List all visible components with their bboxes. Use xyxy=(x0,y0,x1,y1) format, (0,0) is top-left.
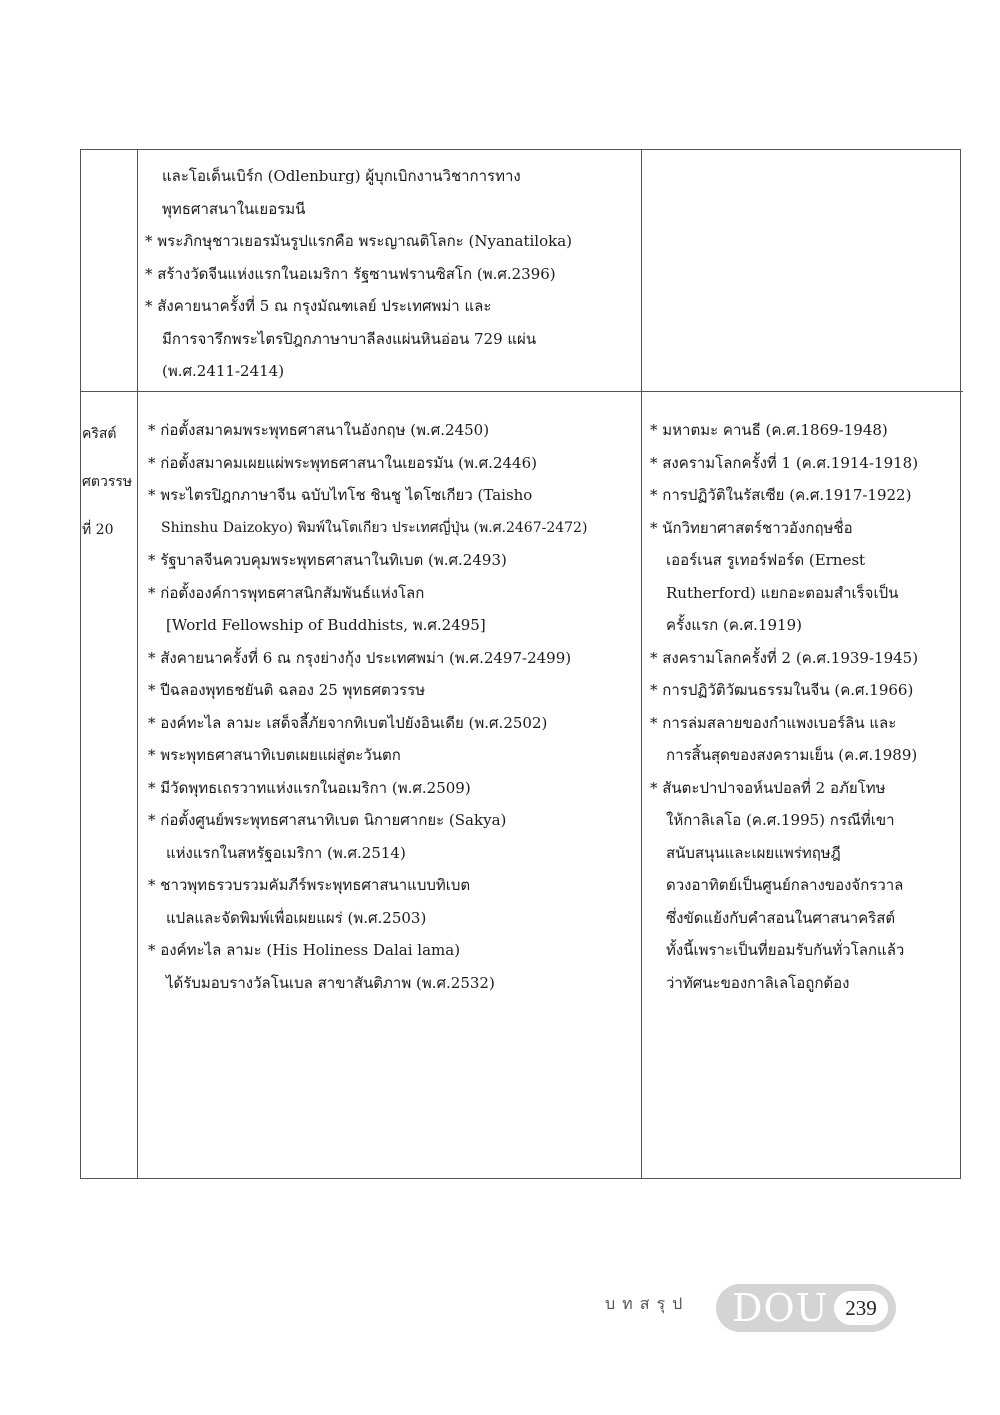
event-line: * พระพุทธศาสนาทิเบตเผยแผ่สู่ตะวันตก xyxy=(148,746,401,764)
event-line: มีการจารึกพระไตรปิฎกภาษาบาลีลงแผ่นหินอ่อน 729 แผ่น xyxy=(162,329,537,348)
world-event-line: * นักวิทยาศาสตร์ชาวอังกฤษชื่อ xyxy=(650,518,853,537)
world-event-line: ซึ่งขัดแย้งกับคำสอนในศาสนาคริสต์ xyxy=(666,908,896,927)
event-line: ได้รับมอบรางวัลโนเบล สาขาสันติภาพ (พ.ศ.2532) xyxy=(166,973,495,992)
period-line: ที่ 20 xyxy=(82,522,114,538)
world-event-line: * การปฏิวัติในรัสเซีย (ค.ศ.1917-1922) xyxy=(650,486,912,504)
event-line: * ปีฉลองพุทธชยันติ ฉลอง 25 พุทธศตวรรษ xyxy=(148,681,426,699)
row2-events-cell xyxy=(148,414,587,999)
world-event-line: ทั้งนี้เพราะเป็นที่ยอมรับกันทั่วโลกแล้ว xyxy=(666,941,905,959)
world-event-line: ว่าทัศนะของกาลิเลโอถูกต้อง xyxy=(666,973,850,992)
event-line: * องค์ทะไล ลามะ (His Holiness Dalai lama) xyxy=(148,941,461,959)
period-cell xyxy=(82,410,132,554)
event-line: * องค์ทะไล ลามะ เสด็จลี้ภัยจากทิเบตไปยังอินเดีย (พ.ศ.2502) xyxy=(148,713,548,732)
world-event-line: ให้กาลิเลโอ (ค.ศ.1995) กรณีที่เขา xyxy=(666,811,895,829)
world-event-line: เออร์เนส รูเทอร์ฟอร์ด (Ernest xyxy=(666,551,866,569)
dou-logo xyxy=(716,1284,896,1332)
row1-events-cell xyxy=(145,160,572,388)
logo-text: DOU xyxy=(732,1286,829,1330)
period-line: ศตวรรษ xyxy=(82,474,133,490)
event-line: และโอเด็นเบิร์ก (Odlenburg) ผู้บุกเบิกงานวิชาการทาง xyxy=(162,167,521,185)
world-event-line: * การล่มสลายของกำแพงเบอร์ลิน และ xyxy=(650,713,897,732)
row-divider xyxy=(80,391,963,392)
event-line: * พระภิกษุชาวเยอรมันรูปแรกคือ พระญาณติโลกะ (Nyanatiloka) xyxy=(145,232,573,250)
world-event-line: * สันตะปาปาจอห์นปอลที่ 2 อภัยโทษ xyxy=(650,778,886,797)
column-divider-1 xyxy=(137,149,138,1179)
section-label: บทสรุป xyxy=(605,1294,690,1313)
event-line: * สังคายนาครั้งที่ 6 ณ กรุงย่างกุ้ง ประเทศพม่า (พ.ศ.2497-2499) xyxy=(148,648,572,667)
event-line: แปลและจัดพิมพ์เพื่อเผยแผร่ (พ.ศ.2503) xyxy=(166,908,427,927)
event-line: * สังคายนาครั้งที่ 5 ณ กรุงมัณฑเลย์ ประเทศพม่า และ xyxy=(145,297,492,315)
event-line: * ก่อตั้งสมาคมเผยแผ่พระพุทธศาสนาในเยอรมัน (พ.ศ.2446) xyxy=(148,453,537,472)
event-line: พุทธศาสนาในเยอรมนี xyxy=(162,199,306,218)
event-line: Shinshu Daizokyo) พิมพ์ในโตเกียว ประเทศญี่ปุ่น (พ.ศ.2467-2472) xyxy=(161,519,588,536)
event-line: * ชาวพุทธรวบรวมคัมภีร์พระพุทธศาสนาแบบทิเบต xyxy=(148,876,471,894)
table-top-border xyxy=(80,149,961,150)
world-event-line: * มหาตมะ คานธี (ค.ศ.1869-1948) xyxy=(650,421,888,439)
event-line: * สร้างวัดจีนแห่งแรกในอเมริกา รัฐซานฟรานซิสโก (พ.ศ.2396) xyxy=(145,264,556,283)
world-event-line: * การปฏิวัติวัฒนธรรมในจีน (ค.ศ.1966) xyxy=(650,681,914,699)
world-event-line: การสิ้นสุดของสงครามเย็น (ค.ศ.1989) xyxy=(666,746,918,764)
column-divider-2 xyxy=(641,149,642,1179)
page-number: 239 xyxy=(834,1291,888,1325)
event-line: แห่งแรกในสหรัฐอเมริกา (พ.ศ.2514) xyxy=(166,843,406,862)
world-event-line: * สงครามโลกครั้งที่ 1 (ค.ศ.1914-1918) xyxy=(650,453,919,472)
world-event-line: ดวงอาทิตย์เป็นศูนย์กลางของจักรวาล xyxy=(666,876,904,894)
event-line: * ก่อตั้งสมาคมพระพุทธศาสนาในอังกฤษ (พ.ศ.2450) xyxy=(148,421,490,439)
world-events-cell xyxy=(650,414,918,999)
event-line: * รัฐบาลจีนควบคุมพระพุทธศาสนาในทิเบต (พ.ศ.2493) xyxy=(148,551,507,569)
world-event-line: ครั้งแรก (ค.ศ.1919) xyxy=(666,616,802,634)
event-line: * พระไตรปิฎกภาษาจีน ฉบับไทโช ชินชู ไดโซเกียว (Taisho xyxy=(148,486,533,504)
table-left-border xyxy=(80,149,81,1179)
event-line: * มีวัดพุทธเถรวาทแห่งแรกในอเมริกา (พ.ศ.2509) xyxy=(148,778,471,797)
event-line: * ก่อตั้งศูนย์พระพุทธศาสนาทิเบต นิกายศากยะ (Sakya) xyxy=(148,811,507,829)
event-line: [World Fellowship of Buddhists, พ.ศ.2495] xyxy=(166,616,486,634)
world-event-line: * สงครามโลกครั้งที่ 2 (ค.ศ.1939-1945) xyxy=(650,648,919,667)
event-line: (พ.ศ.2411-2414) xyxy=(162,362,285,380)
event-line: * ก่อตั้งองค์การพุทธศาสนิกสัมพันธ์แห่งโลก xyxy=(148,583,425,602)
period-line: คริสต์ xyxy=(82,426,117,442)
world-event-line: Rutherford) แยกอะตอมสำเร็จเป็น xyxy=(666,583,899,602)
table-bottom-border xyxy=(80,1178,961,1179)
world-event-line: สนับสนุนและเผยแพร่ทฤษฎี xyxy=(666,843,841,862)
table-right-border xyxy=(960,149,961,1179)
